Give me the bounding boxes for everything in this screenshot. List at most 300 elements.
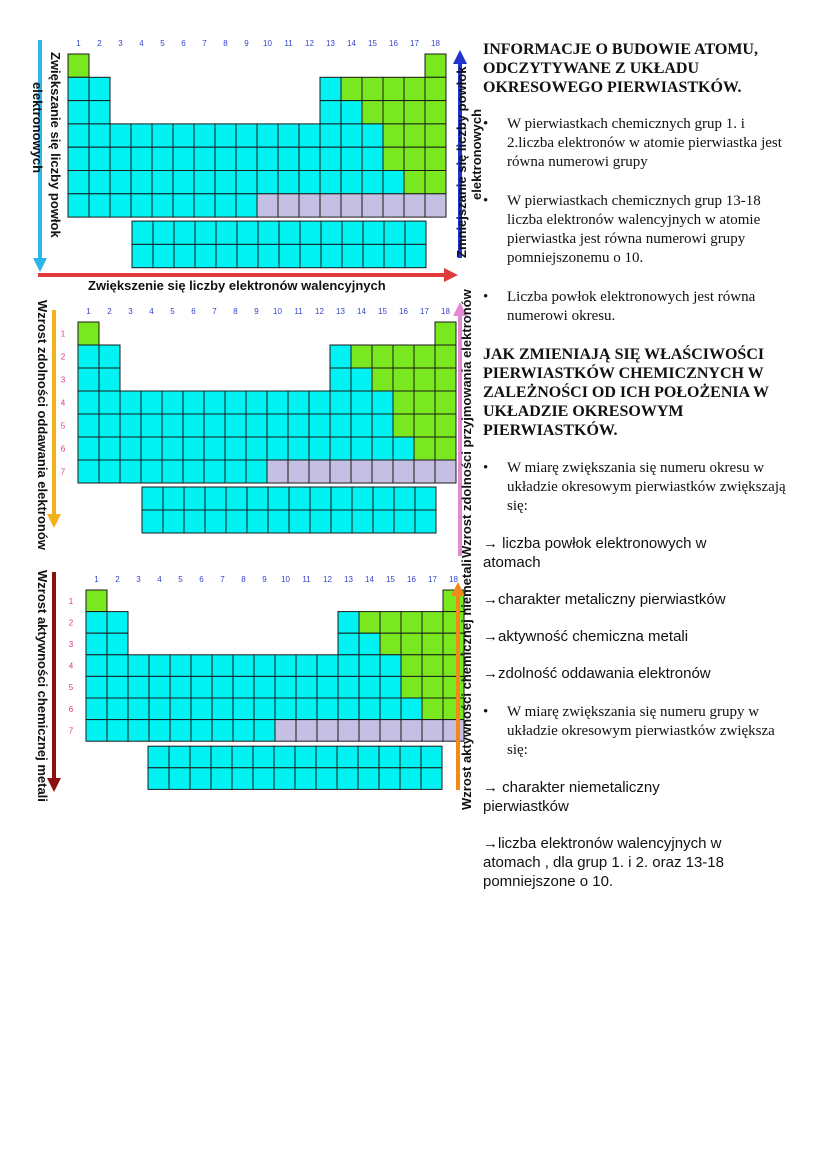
group-number: 11 (284, 39, 293, 48)
element-cell-transuranic (317, 720, 338, 742)
group-number: 2 (115, 575, 120, 584)
element-cell-metal (330, 437, 351, 460)
period-number: 4 (68, 661, 74, 671)
element-cell-nonmetal (351, 345, 372, 368)
group-number: 1 (86, 307, 91, 316)
element-cell-nonmetal (401, 655, 422, 677)
actinide-cell (342, 244, 363, 267)
element-cell-metal (309, 437, 330, 460)
element-cell-nonmetal (383, 124, 404, 147)
actinide-cell (295, 768, 316, 790)
element-cell-metal (236, 147, 257, 170)
element-cell-metal (194, 124, 215, 147)
group-number: 12 (323, 575, 332, 584)
element-cell-metal (86, 698, 107, 720)
element-cell-metal (170, 720, 191, 742)
element-cell-metal (362, 171, 383, 194)
periodic-table-3 (69, 575, 464, 789)
actinide-cell (321, 244, 342, 267)
element-cell-nonmetal (425, 171, 446, 194)
element-cell-metal (299, 171, 320, 194)
lanthanide-cell (421, 746, 442, 768)
element-cell-metal (317, 655, 338, 677)
element-cell-metal (215, 124, 236, 147)
element-cell-metal (131, 147, 152, 170)
group-number: 7 (202, 39, 207, 48)
element-cell-metal (359, 676, 380, 698)
element-cell-metal (362, 147, 383, 170)
actinide-cell (300, 244, 321, 267)
lanthanide-cell (216, 221, 237, 244)
element-cell-metal (183, 460, 204, 483)
group-number: 4 (139, 39, 144, 48)
element-cell-metal (215, 194, 236, 217)
element-cell-metal (351, 368, 372, 391)
element-cell-metal (128, 720, 149, 742)
group-number: 14 (365, 575, 374, 584)
element-cell-metal (173, 147, 194, 170)
lanthanide-cell (373, 487, 394, 510)
period-number: 5 (60, 421, 66, 431)
lanthanide-cell (174, 221, 195, 244)
element-cell-metal (362, 124, 383, 147)
bullet-dot: • (483, 116, 489, 132)
element-cell-metal (330, 391, 351, 414)
element-cell-metal (359, 698, 380, 720)
element-cell-nonmetal (414, 368, 435, 391)
element-cell-transuranic (309, 460, 330, 483)
period-number: 3 (60, 375, 66, 385)
element-cell-metal (86, 655, 107, 677)
lanthanide-cell (169, 746, 190, 768)
lanthanide-cell (258, 221, 279, 244)
element-cell-metal (170, 698, 191, 720)
element-cell-metal (393, 437, 414, 460)
element-cell-metal (120, 414, 141, 437)
actinide-cell (148, 768, 169, 790)
element-cell-metal (78, 391, 99, 414)
right-label-line1: Zmniejszanie się liczby powłok (454, 66, 469, 258)
actinide-cell (211, 768, 232, 790)
element-cell-metal (99, 368, 120, 391)
element-cell-nonmetal (404, 171, 425, 194)
lanthanide-cell (289, 487, 310, 510)
element-cell-metal (110, 194, 131, 217)
element-cell-metal (86, 720, 107, 742)
actinide-cell (405, 244, 426, 267)
actinide-cell (184, 510, 205, 533)
element-cell-metal (299, 147, 320, 170)
period-number: 4 (60, 398, 66, 408)
group-number: 3 (118, 39, 123, 48)
element-cell-metal (246, 437, 267, 460)
element-cell-metal (330, 345, 351, 368)
group-number: 12 (315, 307, 324, 316)
group-number: 12 (305, 39, 314, 48)
element-cell-metal (110, 147, 131, 170)
element-cell-metal (78, 368, 99, 391)
element-cell-metal (359, 633, 380, 655)
lanthanide-cell (405, 221, 426, 244)
element-cell-metal (68, 77, 89, 100)
element-cell-transuranic (299, 194, 320, 217)
element-cell-nonmetal (404, 101, 425, 124)
bullet-text: W miarę zwiększania się numeru okresu w układzie okresowym pierwiastków zwiększają się: (507, 460, 786, 514)
lanthanide-cell (331, 487, 352, 510)
element-cell-transuranic (425, 194, 446, 217)
element-cell-metal (380, 676, 401, 698)
element-cell-metal (191, 698, 212, 720)
element-cell-metal (191, 676, 212, 698)
group-number: 18 (431, 39, 440, 48)
actinide-cell (237, 244, 258, 267)
element-cell-nonmetal (422, 655, 443, 677)
lanthanide-cell (337, 746, 358, 768)
lanthanide-cell (274, 746, 295, 768)
element-cell-metal (320, 171, 341, 194)
element-cell-metal (257, 147, 278, 170)
left-label: Wzrost zdolności oddawania elektronów (35, 300, 50, 550)
element-cell-metal (320, 124, 341, 147)
bullet-dot: • (483, 289, 489, 305)
bottom-label: Zwiększenie się liczby elektronów walencyjnych (88, 278, 386, 293)
group-number: 15 (386, 575, 395, 584)
element-cell-metal (183, 437, 204, 460)
element-cell-nonmetal (372, 345, 393, 368)
element-cell-nonmetal (362, 77, 383, 100)
group-number: 6 (191, 307, 196, 316)
element-cell-metal (267, 391, 288, 414)
element-cell-transuranic (435, 460, 456, 483)
group-number: 2 (107, 307, 112, 316)
actinide-cell (400, 768, 421, 790)
left-arrowhead (33, 258, 47, 272)
element-cell-metal (275, 698, 296, 720)
lanthanide-cell (363, 221, 384, 244)
group-number: 9 (244, 39, 249, 48)
lanthanide-cell (184, 487, 205, 510)
element-cell-metal (194, 171, 215, 194)
element-cell-metal (194, 194, 215, 217)
element-cell-nonmetal (425, 124, 446, 147)
element-cell-metal (299, 124, 320, 147)
actinide-cell (310, 510, 331, 533)
element-cell-metal (78, 345, 99, 368)
element-cell-metal (372, 437, 393, 460)
lanthanide-cell (268, 487, 289, 510)
element-cell-transuranic (404, 194, 425, 217)
lanthanide-cell (195, 221, 216, 244)
group-number: 6 (199, 575, 204, 584)
element-cell-metal (233, 655, 254, 677)
element-cell-metal (257, 171, 278, 194)
bullet-groups-13-18 (483, 192, 788, 268)
actinide-cell (379, 768, 400, 790)
element-cell-transuranic (422, 720, 443, 742)
period-number: 6 (60, 444, 66, 454)
element-cell-metal (278, 147, 299, 170)
element-cell-transuranic (296, 720, 317, 742)
element-cell-metal (351, 391, 372, 414)
element-cell-nonmetal (362, 101, 383, 124)
element-cell-nonmetal (435, 414, 456, 437)
element-cell-metal (278, 124, 299, 147)
element-cell-metal (141, 437, 162, 460)
element-cell-metal (236, 124, 257, 147)
element-cell-transuranic (278, 194, 299, 217)
element-cell-metal (320, 147, 341, 170)
element-cell-metal (257, 124, 278, 147)
right-label: Wzrost aktywności chemicznej niemetali (459, 559, 474, 810)
element-cell-metal (107, 676, 128, 698)
actinide-cell (205, 510, 226, 533)
element-cell-nonmetal (372, 368, 393, 391)
right-label: Wzrost zdolności przyjmowania elektronów (459, 289, 474, 558)
element-cell-nonmetal (401, 612, 422, 634)
element-cell-metal (110, 171, 131, 194)
arrow-item-metal-activity: →aktywność chemiczna metali (483, 628, 689, 645)
element-cell-metal (341, 101, 362, 124)
lanthanide-cell (142, 487, 163, 510)
element-cell-metal (86, 676, 107, 698)
element-cell-metal (288, 437, 309, 460)
group-number: 7 (220, 575, 225, 584)
element-cell-metal (141, 460, 162, 483)
element-cell-metal (162, 391, 183, 414)
element-cell-metal (296, 676, 317, 698)
actinide-cell (337, 768, 358, 790)
actinide-cell (394, 510, 415, 533)
element-cell-metal (204, 460, 225, 483)
element-cell-metal (380, 655, 401, 677)
group-number: 10 (273, 307, 282, 316)
element-cell-nonmetal (435, 345, 456, 368)
actinide-cell (352, 510, 373, 533)
element-cell-transuranic (341, 194, 362, 217)
element-cell-transuranic (330, 460, 351, 483)
element-cell-nonmetal (359, 612, 380, 634)
element-cell-metal (183, 414, 204, 437)
element-cell-metal (309, 391, 330, 414)
element-cell-metal (254, 698, 275, 720)
group-number: 14 (357, 307, 366, 316)
element-cell-metal (120, 391, 141, 414)
element-cell-metal (149, 655, 170, 677)
lanthanide-cell (247, 487, 268, 510)
actinide-cell (384, 244, 405, 267)
actinide-cell (169, 768, 190, 790)
element-cell-metal (107, 655, 128, 677)
lanthanide-cell (310, 487, 331, 510)
element-cell-metal (254, 720, 275, 742)
element-cell-metal (359, 655, 380, 677)
bullet-period-increase (483, 459, 788, 516)
element-cell-metal (68, 147, 89, 170)
element-cell-nonmetal (393, 414, 414, 437)
period-number: 1 (68, 596, 74, 606)
lanthanide-cell (237, 221, 258, 244)
element-cell-metal (173, 171, 194, 194)
left-label-line2: elektronowych (30, 82, 45, 174)
lanthanide-cell (226, 487, 247, 510)
element-cell-nonmetal (401, 633, 422, 655)
bullet-dot: • (483, 460, 489, 476)
arrow-item-shells: → liczba powłok elektronowych w atomach (483, 535, 707, 571)
element-cell-metal (89, 171, 110, 194)
element-cell-metal (120, 460, 141, 483)
actinide-cell (331, 510, 352, 533)
actinide-cell (363, 244, 384, 267)
lanthanide-cell (132, 221, 153, 244)
bullet-text: Liczba powłok elektronowych jest równa numerowi okresu. (507, 289, 756, 324)
actinide-cell (132, 244, 153, 267)
actinide-cell (216, 244, 237, 267)
element-cell-metal (120, 437, 141, 460)
group-number: 8 (223, 39, 228, 48)
period-number: 7 (68, 726, 74, 736)
element-cell-nonmetal (393, 345, 414, 368)
element-cell-metal (275, 676, 296, 698)
element-cell-nonmetal (404, 124, 425, 147)
periodic-table-2 (61, 307, 456, 533)
element-cell-nonmetal (425, 147, 446, 170)
element-cell-nonmetal (435, 322, 456, 345)
element-cell-metal (317, 676, 338, 698)
element-cell-nonmetal (435, 437, 456, 460)
arrow-item-electron-donation: →zdolność oddawania elektronów (483, 665, 711, 682)
element-cell-metal (128, 676, 149, 698)
actinide-cell (253, 768, 274, 790)
element-cell-nonmetal (435, 368, 456, 391)
actinide-cell (373, 510, 394, 533)
lanthanide-cell (358, 746, 379, 768)
element-cell-metal (296, 655, 317, 677)
element-cell-metal (338, 612, 359, 634)
element-cell-metal (110, 124, 131, 147)
element-cell-metal (317, 698, 338, 720)
element-cell-nonmetal (425, 101, 446, 124)
element-cell-nonmetal (393, 368, 414, 391)
element-cell-transuranic (414, 460, 435, 483)
element-cell-nonmetal (425, 54, 446, 77)
element-cell-nonmetal (404, 147, 425, 170)
element-cell-metal (338, 676, 359, 698)
element-cell-metal (275, 655, 296, 677)
group-number: 17 (428, 575, 437, 584)
element-cell-transuranic (338, 720, 359, 742)
element-cell-metal (320, 77, 341, 100)
element-cell-nonmetal (414, 414, 435, 437)
element-cell-metal (309, 414, 330, 437)
heading-property-changes: JAK ZMIENIAJĄ SIĘ WŁAŚCIWOŚCI PIERWIASTKÓW CHEMICZNYCH W ZALEŻNOŚCI OD ICH POŁOŻENIA W UKŁADZIE OKRESOWYM PIERWIASTKÓW. (483, 346, 769, 439)
element-cell-metal (288, 414, 309, 437)
lanthanide-cell (394, 487, 415, 510)
group-number: 3 (136, 575, 141, 584)
lanthanide-cell (352, 487, 373, 510)
element-cell-nonmetal (422, 612, 443, 634)
element-cell-metal (99, 345, 120, 368)
group-number: 1 (76, 39, 81, 48)
periodic-table-1 (68, 39, 446, 268)
element-cell-metal (225, 460, 246, 483)
group-number: 13 (344, 575, 353, 584)
element-cell-transuranic (257, 194, 278, 217)
right-label-line2: elektronowych (469, 108, 484, 200)
bullet-text: W miarę zwiększania się numeru grupy w układzie okresowym pierwiastków zwiększa się: (507, 704, 775, 758)
actinide-cell (358, 768, 379, 790)
element-cell-metal (278, 171, 299, 194)
element-cell-metal (107, 612, 128, 634)
period-number: 2 (68, 618, 74, 628)
period-number: 7 (60, 467, 66, 477)
element-cell-metal (320, 101, 341, 124)
element-cell-metal (78, 437, 99, 460)
element-cell-nonmetal (422, 633, 443, 655)
element-cell-metal (141, 391, 162, 414)
bullet-dot: • (483, 193, 489, 209)
element-cell-metal (152, 147, 173, 170)
element-cell-metal (99, 437, 120, 460)
lanthanide-cell (253, 746, 274, 768)
group-number: 9 (254, 307, 259, 316)
element-cell-metal (89, 101, 110, 124)
element-cell-metal (380, 698, 401, 720)
element-cell-metal (341, 124, 362, 147)
element-cell-metal (131, 124, 152, 147)
element-cell-metal (225, 391, 246, 414)
element-cell-metal (149, 676, 170, 698)
info-text-column (483, 40, 788, 891)
lanthanide-cell (190, 746, 211, 768)
element-cell-metal (215, 147, 236, 170)
element-cell-metal (173, 194, 194, 217)
element-cell-metal (183, 391, 204, 414)
bullet-text: W pierwiastkach chemicznych grup 1. i 2.liczba elektronów w atomie pierwiastka jest równa numerowi grupy (507, 116, 782, 170)
left-label-line1: Zwiększanie się liczby powłok (48, 52, 63, 238)
bullet-group-increase (483, 703, 788, 760)
group-number: 3 (128, 307, 133, 316)
element-cell-metal (162, 437, 183, 460)
element-cell-metal (149, 720, 170, 742)
element-cell-metal (212, 676, 233, 698)
group-number: 6 (181, 39, 186, 48)
lanthanide-cell (211, 746, 232, 768)
actinide-cell (142, 510, 163, 533)
element-cell-metal (68, 171, 89, 194)
element-cell-nonmetal (404, 77, 425, 100)
group-number: 5 (160, 39, 165, 48)
element-cell-metal (78, 414, 99, 437)
element-cell-nonmetal (383, 77, 404, 100)
group-number: 11 (294, 307, 303, 316)
left-label: Wzrost aktywności chemicznej metali (35, 570, 50, 802)
element-cell-metal (341, 147, 362, 170)
element-cell-nonmetal (414, 391, 435, 414)
lanthanide-cell (379, 746, 400, 768)
actinide-cell (415, 510, 436, 533)
actinide-cell (174, 244, 195, 267)
group-number: 8 (241, 575, 246, 584)
group-number: 11 (302, 575, 311, 584)
element-cell-metal (68, 194, 89, 217)
group-number: 17 (420, 307, 429, 316)
actinide-cell (195, 244, 216, 267)
group-number: 15 (378, 307, 387, 316)
element-cell-metal (225, 437, 246, 460)
element-cell-nonmetal (380, 633, 401, 655)
actinide-cell (232, 768, 253, 790)
element-cell-metal (89, 77, 110, 100)
